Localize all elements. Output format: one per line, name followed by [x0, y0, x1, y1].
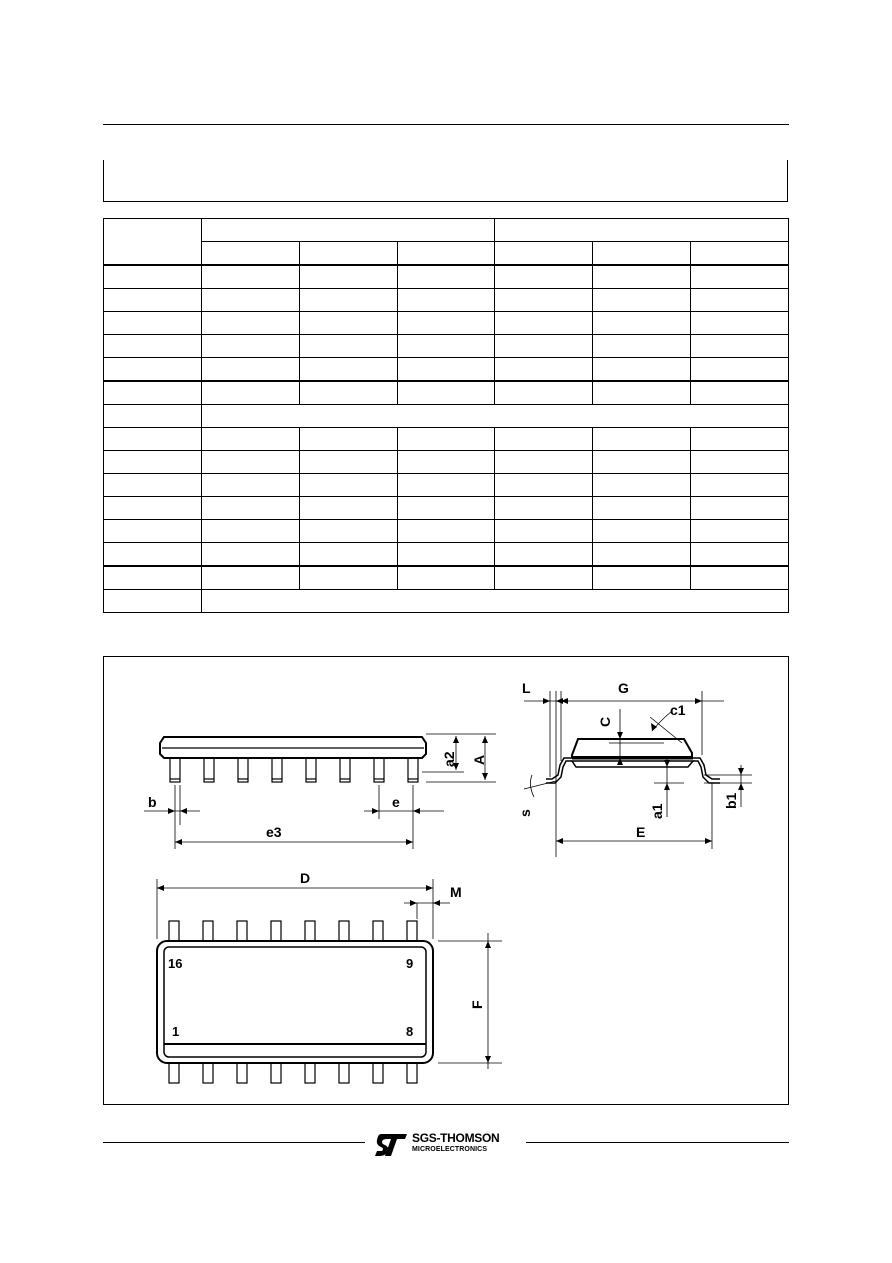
table-cell: [397, 289, 495, 312]
table-cell: [495, 289, 593, 312]
table-cell: [691, 474, 789, 497]
dim-label-e: e: [392, 794, 400, 810]
table-cell: [202, 219, 495, 242]
table-cell: [593, 242, 691, 266]
table-cell: [691, 358, 789, 382]
table-cell: [104, 358, 202, 382]
table-cell: [299, 428, 397, 451]
table-cell: [104, 474, 202, 497]
table-cell: [495, 428, 593, 451]
table-cell: [397, 497, 495, 520]
table-cell: [495, 219, 789, 242]
table-cell: [202, 543, 300, 567]
table-cell: [299, 289, 397, 312]
table-row: [104, 289, 789, 312]
table-cell: [397, 451, 495, 474]
table-header-row: [104, 242, 789, 266]
table-row: [104, 265, 789, 289]
table-cell: [299, 312, 397, 335]
table-cell: [104, 590, 202, 613]
table-cell: [104, 312, 202, 335]
dim-label-G: G: [618, 680, 629, 696]
dim-label-D: D: [300, 870, 311, 886]
table-cell: [495, 543, 593, 567]
table-cell: [593, 289, 691, 312]
table-cell: [691, 566, 789, 590]
table-cell: [691, 451, 789, 474]
table-cell: [299, 335, 397, 358]
table-cell: [104, 381, 202, 405]
table-cell: [691, 497, 789, 520]
table-cell: [691, 265, 789, 289]
table-cell: [104, 219, 202, 266]
table-cell: [202, 242, 300, 266]
table-cell: [495, 335, 593, 358]
st-logo-icon: [373, 1132, 409, 1158]
table-cell: [104, 335, 202, 358]
table-row: [104, 335, 789, 358]
table-cell: [593, 566, 691, 590]
table-cell: [397, 381, 495, 405]
pin-number-9: 9: [406, 956, 414, 971]
table-row: [104, 520, 789, 543]
table-cell: [202, 428, 300, 451]
table-cell: [593, 358, 691, 382]
table-cell: [202, 497, 300, 520]
table-cell: [691, 543, 789, 567]
table-row: [104, 405, 789, 428]
dim-label-E: E: [636, 824, 646, 840]
table-cell: [104, 520, 202, 543]
dim-label-C: C: [597, 716, 613, 727]
package-title-box: [103, 160, 788, 202]
dimensions-table: [103, 218, 789, 613]
table-cell: [495, 451, 593, 474]
dim-label-c1: c1: [670, 702, 686, 718]
table-cell: [593, 381, 691, 405]
table-cell: [691, 312, 789, 335]
table-cell: [202, 566, 300, 590]
table-cell: [593, 265, 691, 289]
table-cell: [397, 520, 495, 543]
table-cell: [593, 543, 691, 567]
table-cell: [299, 543, 397, 567]
dim-label-s: s: [517, 809, 533, 817]
table-cell: [202, 312, 300, 335]
table-cell: [202, 520, 300, 543]
table-cell: [495, 312, 593, 335]
footer-rule-left: [103, 1142, 365, 1143]
table-cell: [104, 265, 202, 289]
table-cell: [495, 242, 593, 266]
package-outline-figure: [103, 656, 789, 1105]
table-row: [104, 566, 789, 590]
dim-label-a1: a1: [649, 803, 665, 819]
table-cell: [104, 289, 202, 312]
table-cell: [202, 358, 300, 382]
package-drawing: [104, 657, 790, 1106]
footer-rule-right: [526, 1142, 789, 1143]
table-cell: [495, 474, 593, 497]
table-cell: [104, 543, 202, 567]
table-cell: [299, 520, 397, 543]
table-row: [104, 543, 789, 567]
table-cell: [691, 428, 789, 451]
pin-number-16: 16: [168, 956, 183, 971]
table-cell: [495, 265, 593, 289]
table-cell: [691, 520, 789, 543]
table-cell: [495, 358, 593, 382]
pin-number-8: 8: [406, 1024, 414, 1039]
table-cell: [397, 358, 495, 382]
table-cell: [593, 335, 691, 358]
table-cell: [299, 451, 397, 474]
table-cell: [202, 289, 300, 312]
table-cell: [299, 381, 397, 405]
dim-label-A: A: [471, 754, 487, 765]
table-row: [104, 474, 789, 497]
table-cell: [397, 474, 495, 497]
table-cell: [202, 474, 300, 497]
table-cell: [495, 566, 593, 590]
logo-company-subtitle: MICROELECTRONICS: [412, 1146, 488, 1153]
table-cell: [299, 497, 397, 520]
header-rule: [103, 124, 789, 125]
table-cell: [397, 543, 495, 567]
table-row: [104, 312, 789, 335]
table-cell: [299, 566, 397, 590]
table-cell: [691, 242, 789, 266]
table-cell: [202, 451, 300, 474]
pin-number-1: 1: [172, 1024, 180, 1039]
table-cell: [593, 474, 691, 497]
table-cell: [495, 520, 593, 543]
table-row: [104, 451, 789, 474]
table-cell: [202, 381, 300, 405]
table-cell: [104, 497, 202, 520]
table-header-row: [104, 219, 789, 242]
table-cell: [495, 381, 593, 405]
table-cell: [104, 451, 202, 474]
dim-label-b: b: [148, 794, 157, 810]
table-cell: [104, 566, 202, 590]
table-cell: [593, 451, 691, 474]
logo-company-name: SGS-THOMSON: [412, 1131, 500, 1145]
table-cell: [104, 405, 202, 428]
table-cell: [299, 265, 397, 289]
table-cell: [495, 497, 593, 520]
dim-label-b1: b1: [723, 792, 739, 809]
table-cell: [299, 358, 397, 382]
table-cell: [202, 335, 300, 358]
table-cell: [397, 265, 495, 289]
table-cell: [397, 566, 495, 590]
table-cell: [593, 428, 691, 451]
table-cell: [202, 265, 300, 289]
table-cell: [202, 590, 789, 613]
st-logo: [373, 1131, 523, 1159]
table-cell: [593, 312, 691, 335]
table-cell: [397, 312, 495, 335]
table-row: [104, 381, 789, 405]
table-cell: [593, 497, 691, 520]
table-cell: [397, 242, 495, 266]
table-cell: [104, 428, 202, 451]
dim-label-F: F: [469, 1000, 485, 1009]
table-row: [104, 590, 789, 613]
table-row: [104, 358, 789, 382]
table-row: [104, 497, 789, 520]
table-cell: [299, 242, 397, 266]
table-cell: [593, 520, 691, 543]
table-cell: [397, 335, 495, 358]
dim-label-M: M: [450, 884, 462, 900]
dim-label-e3: e3: [266, 824, 282, 840]
table-row: [104, 428, 789, 451]
table-cell: [397, 428, 495, 451]
dim-label-L: L: [522, 680, 531, 696]
table-cell: [691, 335, 789, 358]
table-cell: [202, 405, 789, 428]
table-cell: [691, 289, 789, 312]
table-cell: [299, 474, 397, 497]
table-cell: [691, 381, 789, 405]
dim-label-a2: a2: [441, 751, 457, 767]
